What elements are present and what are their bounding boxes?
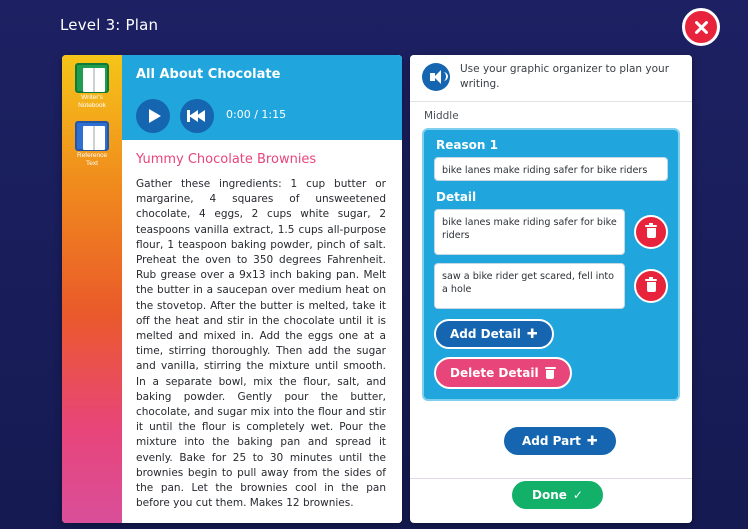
audio-title: All About Chocolate (136, 67, 281, 82)
audio-time: 0:00 / 1:15 (226, 108, 287, 121)
detail-input-1[interactable] (434, 209, 625, 255)
trash-icon (645, 279, 657, 292)
delete-detail-mode-button[interactable] (434, 357, 572, 389)
done-button[interactable] (510, 479, 605, 511)
detail-input-2[interactable] (434, 263, 625, 309)
plus-icon: ✚ (526, 326, 538, 342)
play-icon (149, 109, 161, 123)
add-part-button[interactable] (502, 425, 618, 457)
check-icon: ✓ (572, 488, 583, 502)
reason-label: Reason 1 (436, 138, 498, 152)
tool-rail (62, 55, 122, 523)
trash-icon (545, 367, 556, 379)
close-button[interactable] (682, 8, 720, 46)
detail-row (434, 209, 668, 255)
delete-detail-button-1[interactable] (634, 215, 668, 249)
done-label: Done (532, 488, 567, 502)
passage-title: Yummy Chocolate Brownies (136, 152, 317, 167)
reading-body (122, 55, 402, 523)
sidebar-item-label: Reference Text (77, 152, 107, 167)
speaker-icon-cone (434, 70, 441, 84)
instruction-bar (410, 55, 692, 102)
rewind-button[interactable] (180, 99, 214, 133)
detail-row (434, 263, 668, 309)
notebook-icon (75, 63, 109, 93)
delete-detail-label: Delete Detail (450, 366, 539, 380)
page-title: Level 3: Plan (60, 16, 159, 34)
rewind-icon-tri-b (196, 110, 205, 122)
plus-icon: ✚ (586, 433, 598, 449)
delete-detail-button-2[interactable] (634, 269, 668, 303)
trash-icon (645, 225, 657, 238)
section-label-middle: Middle (424, 110, 459, 122)
instruction-text: Use your graphic organizer to plan your writing. (460, 63, 670, 90)
read-aloud-button[interactable] (422, 63, 450, 91)
passage-text: Gather these ingredients: 1 cup butter or margarine, 4 squares of unsweetened chocolate, 4 eggs, 2 cups white sugar, 2 teaspoons vanilla extract, 1.5 cups all-purpose flour, 1 teaspoon baking powder, pinch of salt. Preheat the oven to 350 degrees Fahrenheit. Rub grease over a 9x13 inch baking pan. Melt the butter in a saucepan over medium heat on the stovetop. After the butter is melted, take it off the heat and stir in the chocolate until it is melted and mixed in. Add the eggs one at a time, stirring thoroughly. Then add the sugar and vanilla, stirring the mixture until smooth. In a separate bowl, mix the flour, salt, and baking powder. Gently pour the butter, chocolate, and sugar mix into the flour and stir it until the flour is completely wet. Pour the mixture into the baking pan and spread it evenly. Bake for 25 to 30 minutes until the brownies begin to pull away from the sides of the pan. Let the brownies cool in the pan before you cut them. Makes 12 brownies. (136, 178, 386, 510)
sidebar-item-writers-notebook[interactable] (72, 63, 112, 110)
reading-panel (62, 55, 402, 523)
sidebar-item-label: Writer's Notebook (78, 94, 106, 109)
add-part-label: Add Part (522, 434, 581, 448)
reason-input[interactable] (434, 157, 668, 181)
graphic-organizer-panel (410, 55, 692, 523)
add-detail-button[interactable] (434, 319, 554, 349)
detail-label: Detail (436, 190, 477, 204)
reference-text-icon (75, 121, 109, 151)
sidebar-item-reference-text[interactable] (72, 121, 112, 168)
passage-container (122, 140, 402, 523)
part-card (422, 128, 680, 401)
speaker-icon-wave (442, 72, 448, 81)
add-detail-label: Add Detail (450, 327, 521, 341)
audio-player (122, 55, 402, 140)
play-button[interactable] (136, 99, 170, 133)
